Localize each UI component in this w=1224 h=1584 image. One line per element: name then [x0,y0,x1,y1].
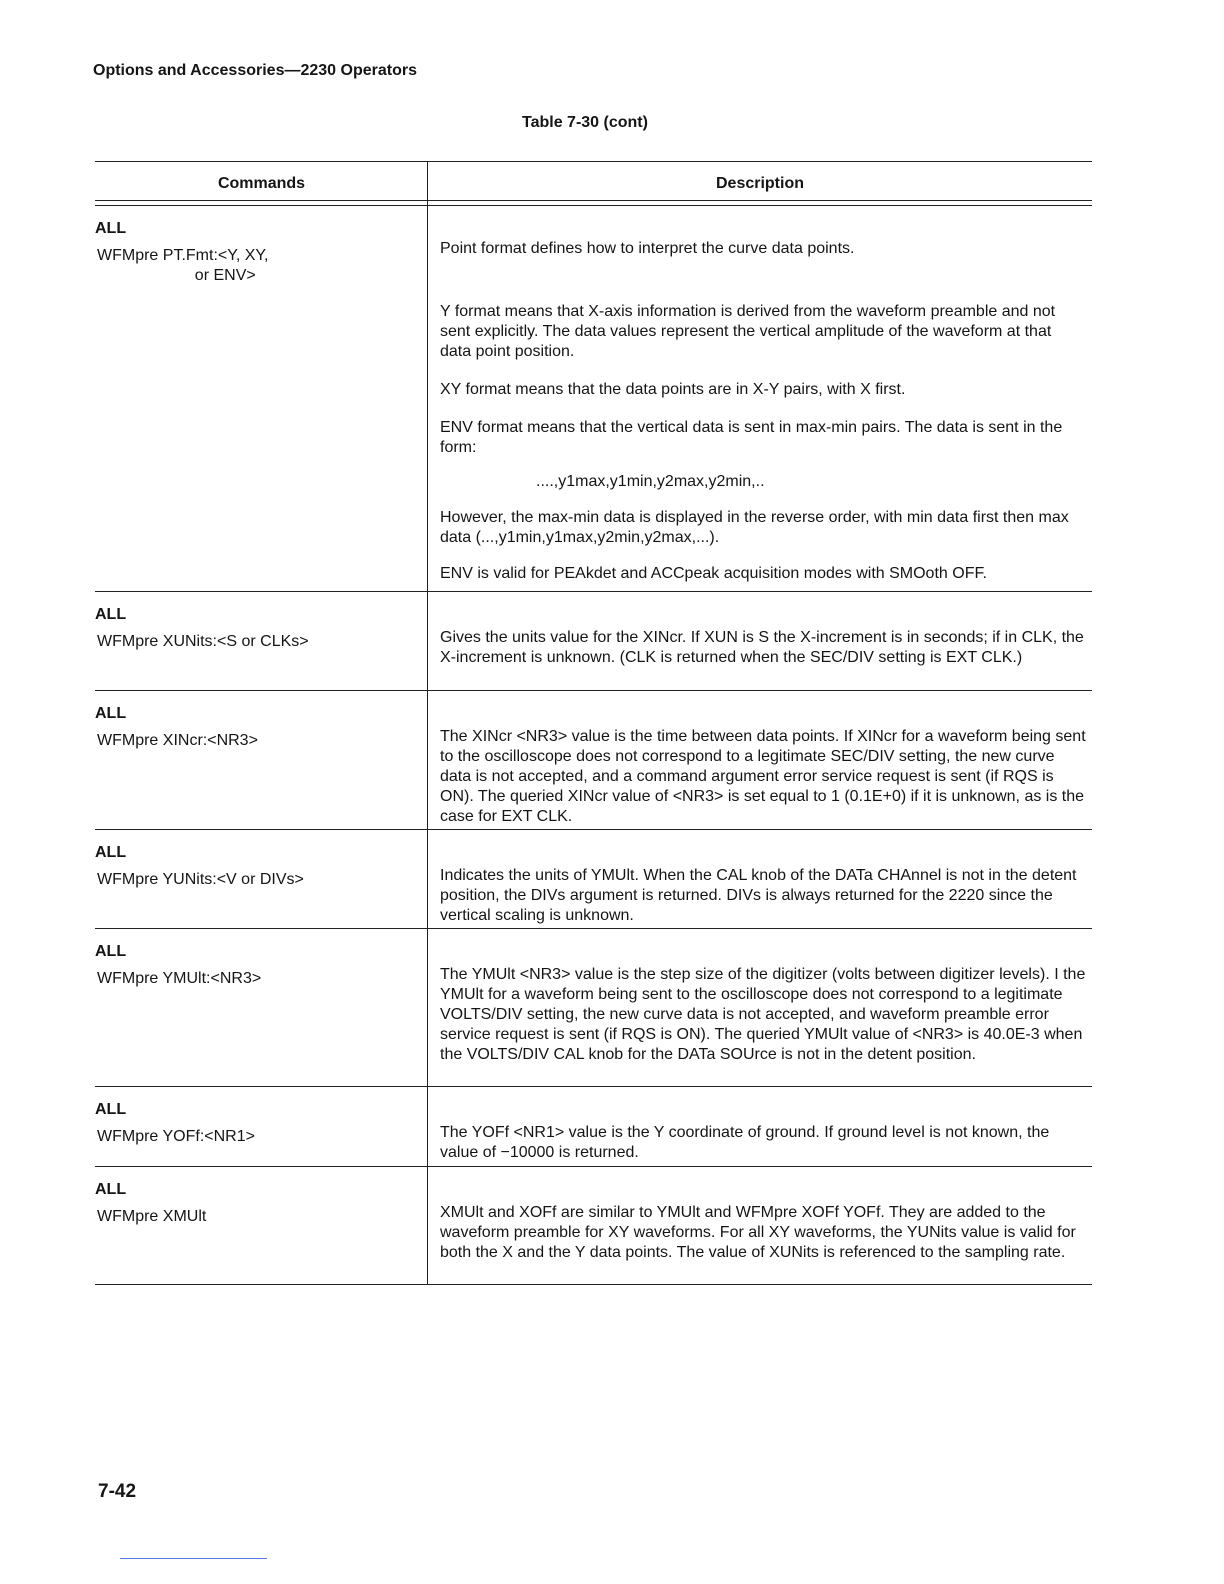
description-cell [440,592,1092,668]
description-paragraph: ENV format means that the vertical data is sent in max-min pairs. The data is sent in the form: [440,419,1063,456]
table-row [95,206,1092,592]
column-divider [427,592,428,690]
description-paragraph: XY format means that the data points are in X-Y pairs, with X first. [440,381,906,398]
description-paragraph: Indicates the units of YMUlt. When the CAL knob of the DATa CHAnnel is not in the detent position, the DIVs argument is returned. DIVs is always returned for the 2220 since the vertical scaling is unknown. [440,867,1077,924]
description-cell [440,830,1092,926]
command-syntax: WFMpre YMUlt:<NR3> [97,970,262,987]
description-paragraph: The YOFf <NR1> value is the Y coordinate of ground. If ground level is not known, the value of −10000 is returned. [440,1124,1050,1161]
bottom-rule [120,1558,267,1559]
command-syntax: WFMpre XUNits:<S or CLKs> [97,633,309,650]
description-column-header: Description [715,175,804,192]
commands-column-header: Commands [217,175,306,192]
table-row [95,691,1092,830]
description-paragraph: ....,y1max,y1min,y2max,y2min,.. [536,473,765,490]
description-paragraph: Y format means that X-axis information is derived from the waveform preamble and not sent explicitly. The data values represent the vertical amplitude of the waveform at that data point position. [440,303,1056,360]
command-syntax: WFMpre PT.Fmt:<Y, XY, or ENV> [97,247,269,284]
command-group: ALL [95,844,127,861]
column-divider [427,691,428,829]
commands-table [95,161,1092,1285]
table-row [95,1167,1092,1285]
description-paragraph: The YMUlt <NR3> value is the step size of the digitizer (volts between digitizer levels). I the YMUlt for a waveform being sent to the oscilloscope does not correspond to a legitimate VOLTS/DIV setting, the new curve data is not accepted, and waveform preamble error service request is sent (if RQS is ON). The queried YMUlt value of <NR3> is 40.0E-3 when the VOLTS/DIV CAL knob for the DATa SOUrce is not in the detent position. [440,966,1086,1063]
column-divider [427,929,428,1086]
column-divider [427,1087,428,1166]
page-number: 7-42 [98,1481,137,1502]
table-row [95,1087,1092,1167]
page-header: Options and Accessories—2230 Operators [93,62,417,79]
command-syntax: WFMpre YUNits:<V or DIVs> [97,871,304,888]
command-group: ALL [95,1181,127,1198]
description-paragraph: Gives the units value for the XINcr. If XUN is S the X-increment is in seconds; if in CLK, the X-increment is unknown. (CLK is returned when the SEC/DIV setting is EXT CLK.) [440,629,1084,666]
command-group: ALL [95,943,127,960]
table-row [95,830,1092,929]
column-divider [427,1167,428,1284]
table-title: Table 7-30 (cont) [522,114,648,131]
description-cell [440,206,1092,584]
description-paragraph: ENV is valid for PEAkdet and ACCpeak acquisition modes with SMOoth OFF. [440,565,987,582]
description-paragraph: Point format defines how to interpret the curve data points. [440,240,855,257]
description-cell [440,691,1092,827]
description-paragraph: The XINcr <NR3> value is the time between data points. If XINcr for a waveform being sent to the oscilloscope does not correspond to a legitimate SEC/DIV setting, the new curve data is not accepted, and a command argument error service request is sent (if RQS is ON). The queried XINcr value of <NR3> is set equal to 1 (0.1E+0) if it is unknown, as is the case for EXT CLK. [440,728,1086,825]
description-paragraph: However, the max-min data is displayed in the reverse order, with min data first then max data (...,y1min,y1max,y2min,y2max,...). [440,509,1069,546]
table-row [95,929,1092,1087]
column-divider [427,830,428,928]
description-paragraph: XMUlt and XOFf are similar to YMUlt and WFMpre XOFf YOFf. They are added to the waveform preamble for XY waveforms. For all XY waveforms, the YUNits value is valid for both the X and the Y data points. The value of XUNits is referenced to the sampling rate. [440,1204,1076,1261]
command-group: ALL [95,220,127,237]
command-syntax: WFMpre YOFf:<NR1> [97,1128,255,1145]
description-cell [440,1087,1092,1163]
table-header [95,161,1092,206]
column-divider [427,206,428,591]
command-syntax: WFMpre XINcr:<NR3> [97,732,258,749]
description-cell [440,1167,1092,1263]
table-row [95,592,1092,691]
command-group: ALL [95,705,127,722]
command-group: ALL [95,606,127,623]
command-group: ALL [95,1101,127,1118]
command-syntax: WFMpre XMUlt [97,1208,207,1225]
description-cell [440,929,1092,1065]
